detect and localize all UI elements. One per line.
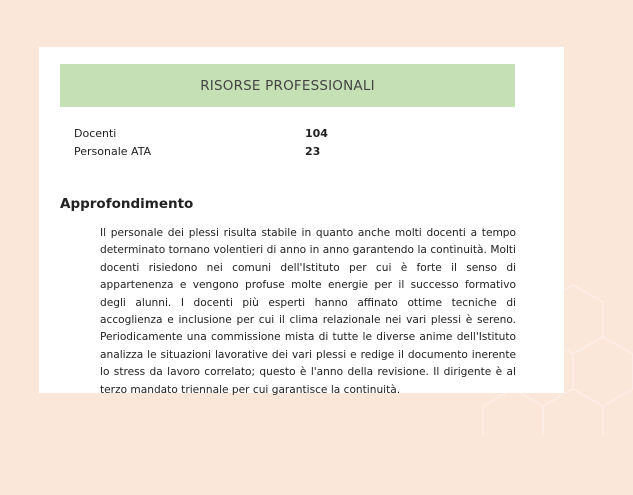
banner-title: RISORSE PROFESSIONALI: [200, 77, 375, 94]
staff-stats-table: [74, 124, 334, 160]
stat-label: Docenti: [74, 126, 117, 140]
section-paragraph: Il personale dei plessi risulta stabile in quanto anche molti docenti a tempo determinato tornano volentieri di anno in anno garantendo la continuità. Molti docenti risiedono nei comuni dell'Istituto per cui è forte il senso di appartenenza e vengono profuse molte energie per il successo formativo degli alunni. I docenti più esperti hanno affinato ottime tecniche di accoglienza e inclusione per cui il clima relazionale nei vari plessi è sereno. Periodicamente una commissione mista di tutte le diverse anime dell'Istituto analizza le situazioni lavorative dei vari plessi e redige il documento inerente lo stress da lavoro correlato; questo è l'anno della revisione. Il dirigente è al terzo mandato triennale per cui garantisce la continuità.: [100, 227, 516, 396]
section-banner: [60, 64, 515, 107]
stat-row-docenti: [74, 124, 334, 142]
section-heading: Approfondimento: [60, 196, 194, 212]
content-card: [39, 47, 564, 396]
stat-value: 23: [305, 144, 321, 158]
stat-value: 104: [305, 126, 328, 140]
stat-label: Personale ATA: [74, 144, 152, 158]
stat-row-personale-ata: [74, 142, 334, 160]
